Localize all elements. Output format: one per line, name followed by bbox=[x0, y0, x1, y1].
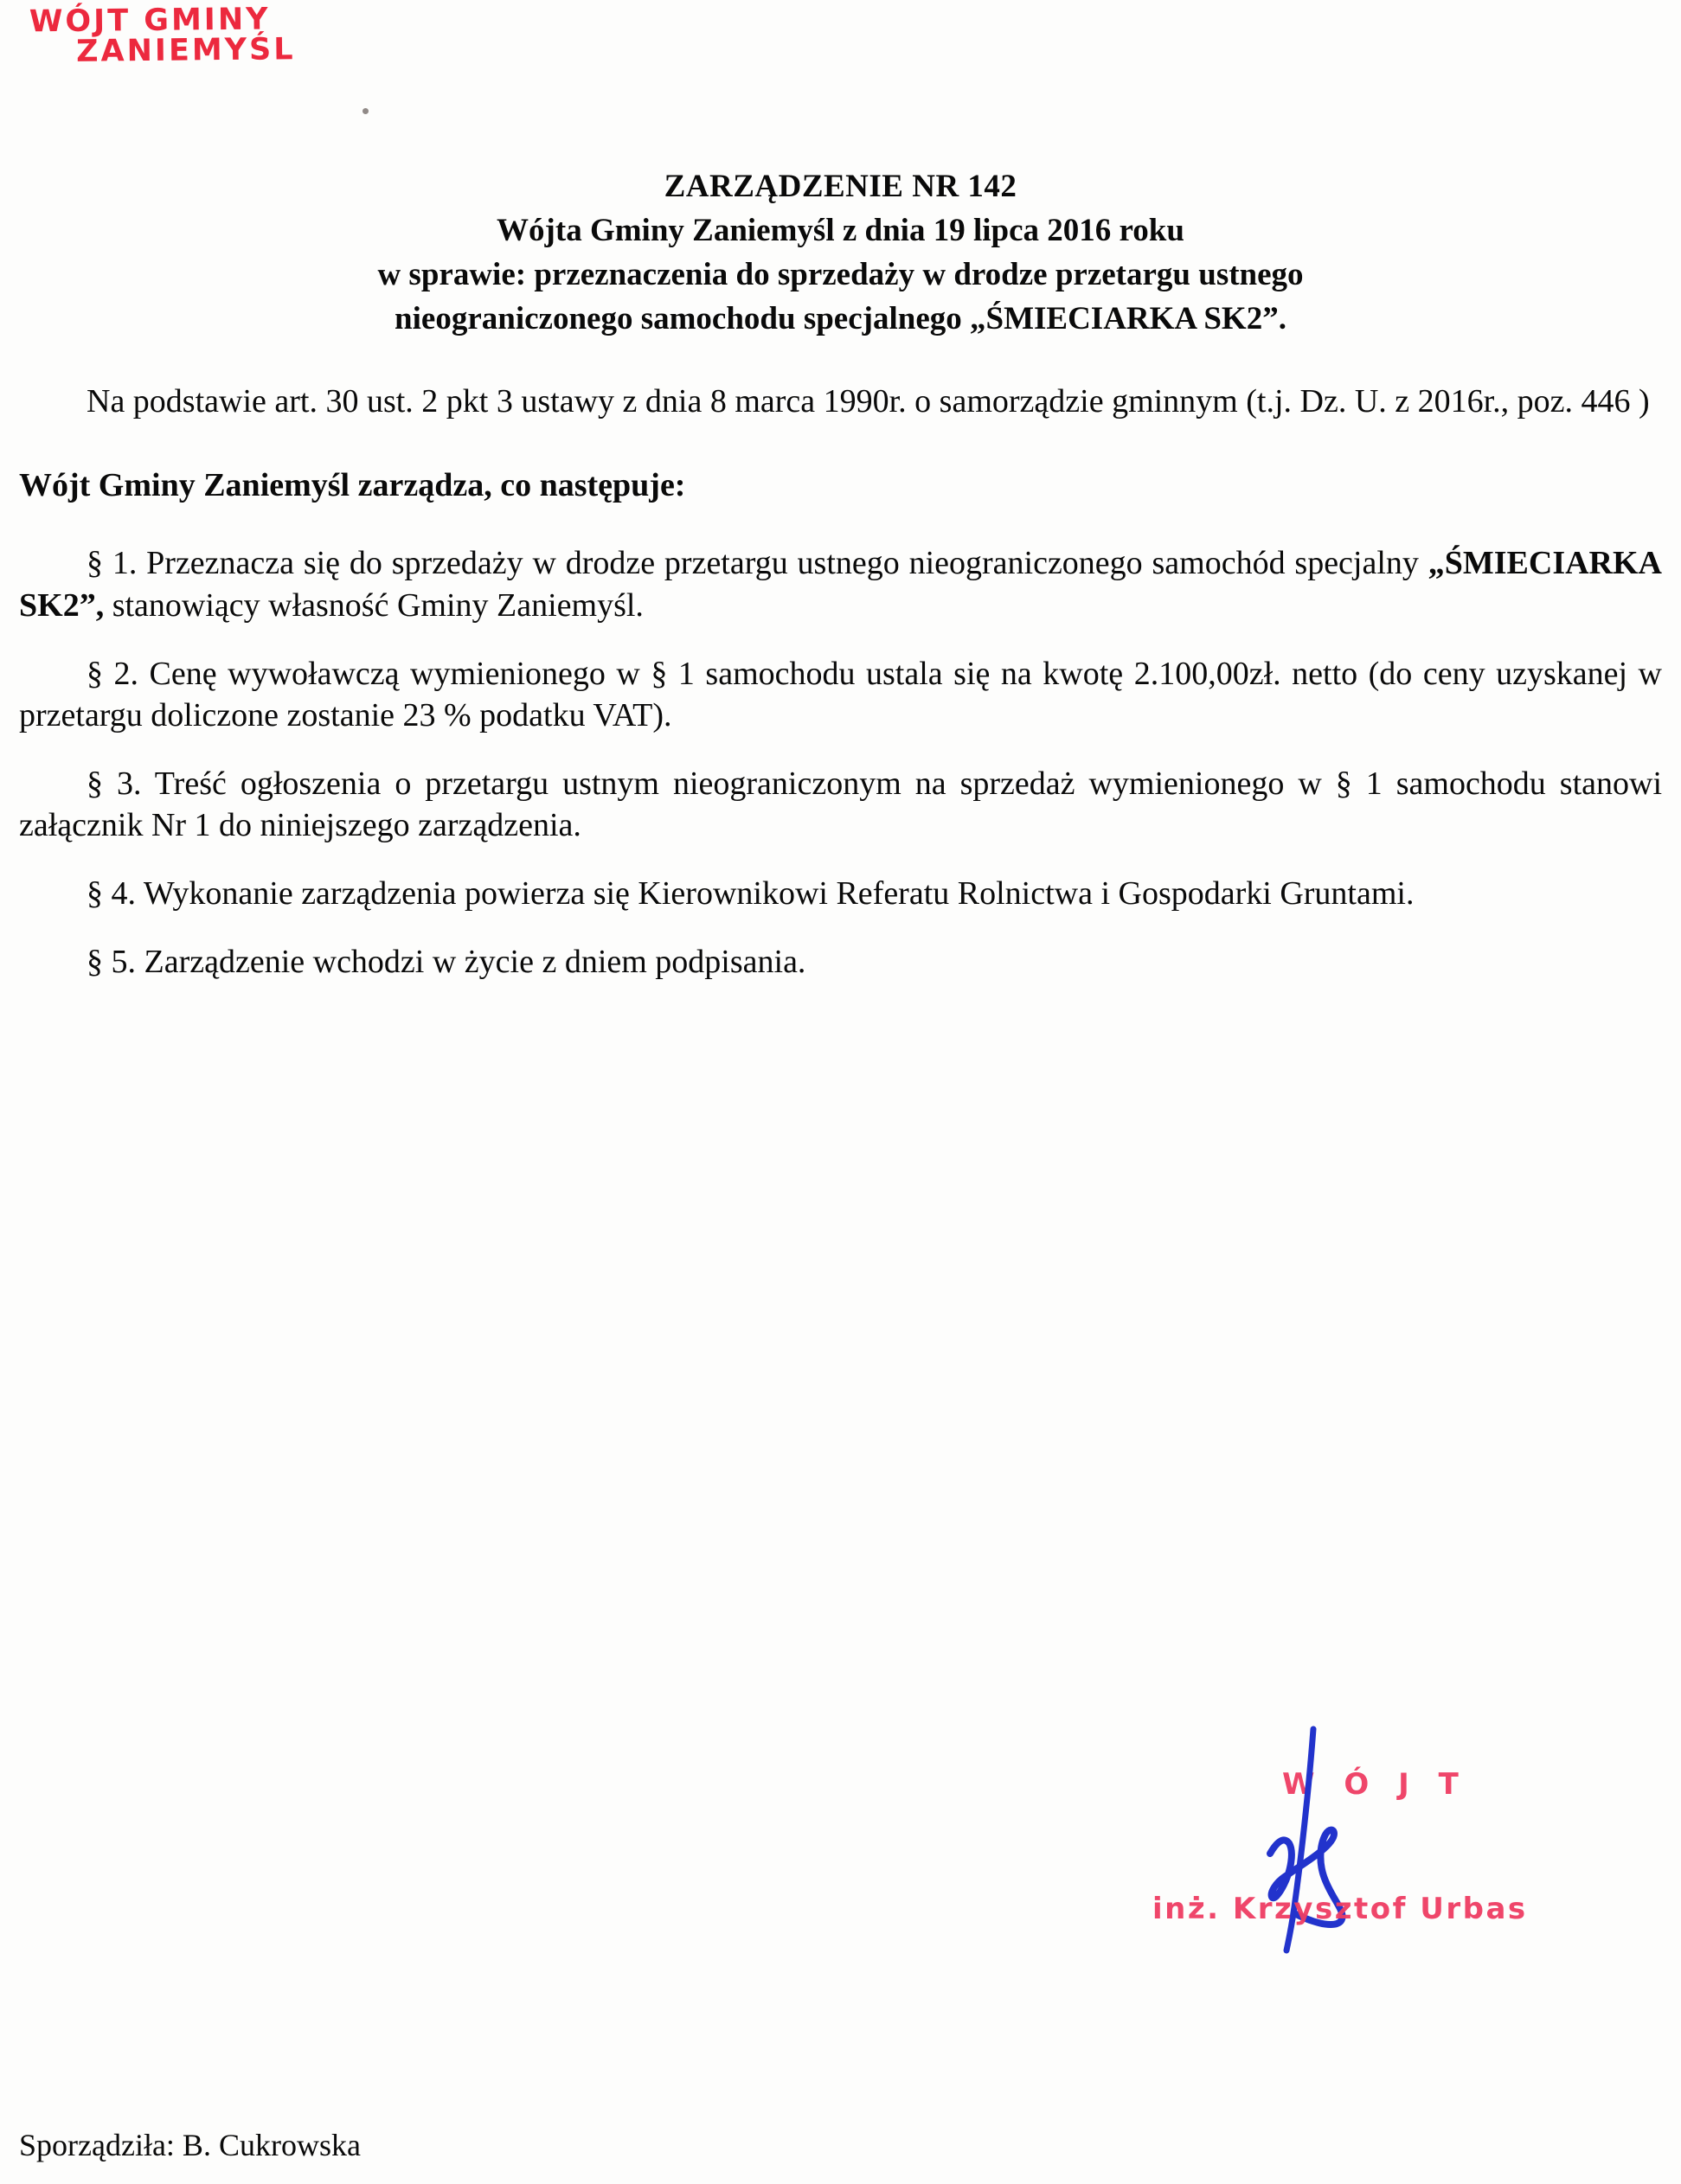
clause-1-vehicle-name: „ŚMIECIARKA SK2”, bbox=[19, 545, 1662, 624]
office-header-stamp bbox=[24, 3, 432, 68]
legal-basis-paragraph: Na podstawie art. 30 ust. 2 pkt 3 ustawy z dnia 8 marca 1990r. o samorządzie gminnym (t.j. Dz. U. z 2016r., poz. 446 ) bbox=[87, 383, 1650, 420]
signature-block bbox=[1116, 1708, 1652, 1950]
document-body bbox=[19, 381, 1662, 983]
clause-2-paragraph bbox=[19, 653, 1662, 737]
document-title-block bbox=[0, 166, 1681, 340]
clause-2-marker: § 2. bbox=[87, 655, 139, 692]
title-subject-line-2: nieograniczonego samochodu specjalnego „ŚMIECIARKA SK2”. bbox=[395, 301, 1286, 337]
title-subject-line-1: w sprawie: przeznaczenia do sprzedaży w drodze przetargu ustnego bbox=[377, 257, 1304, 293]
clause-3-text: Treść ogłoszenia o przetargu ustnym nieograniczonym na sprzedaż wymienionego w § 1 samochodu stanowi załącznik Nr 1 do niniejszego zarządzenia. bbox=[19, 765, 1663, 844]
clause-2-text: Cenę wywoławczą wymienionego w § 1 samochodu ustala się na kwotę 2.100,00zł. netto (do ceny uzyskanej w przetargu doliczone zostanie 23 % podatku VAT). bbox=[19, 655, 1662, 734]
clause-1-paragraph bbox=[19, 542, 1662, 626]
clause-5-text: Zarządzenie wchodzi w życie z dniem podpisania. bbox=[136, 943, 806, 980]
clause-4-paragraph bbox=[19, 873, 1662, 915]
clause-1-marker: § 1. bbox=[87, 545, 138, 582]
orders-heading: Wójt Gminy Zaniemyśl zarządza, co następuje: bbox=[19, 466, 686, 503]
clause-4-marker: § 4. bbox=[87, 875, 136, 912]
header-stamp-line1: WÓJT GMINY bbox=[29, 2, 271, 40]
title-authority-line: Wójta Gminy Zaniemyśl z dnia 19 lipca 2016 roku bbox=[497, 213, 1184, 249]
clause-1-text-before: Przeznacza się do sprzedaży w drodze przetargu ustnego nieograniczonego samochód specjalny bbox=[137, 545, 1428, 582]
clause-3-paragraph bbox=[19, 763, 1662, 847]
clause-5-paragraph bbox=[19, 941, 1662, 983]
prepared-by-note: Sporządziła: B. Cukrowska bbox=[19, 2128, 361, 2162]
clause-1-text-after: stanowiący własność Gminy Zaniemyśl. bbox=[104, 586, 644, 624]
clause-4-text: Wykonanie zarządzenia powierza się Kierownikowi Referatu Rolnictwa i Gospodarki Gruntami. bbox=[136, 875, 1415, 912]
clause-3-marker: § 3. bbox=[87, 765, 142, 802]
clause-5-marker: § 5. bbox=[87, 943, 136, 980]
signature-stamp-name: inż. Krzysztof Urbas bbox=[1152, 1892, 1528, 1926]
page-title: ZARZĄDZENIE NR 142 bbox=[664, 169, 1017, 204]
header-stamp-line2: ZANIEMYŚL bbox=[75, 32, 296, 69]
signature-stamp-title: W Ó J T bbox=[1282, 1767, 1468, 1802]
scan-speck bbox=[363, 108, 369, 114]
